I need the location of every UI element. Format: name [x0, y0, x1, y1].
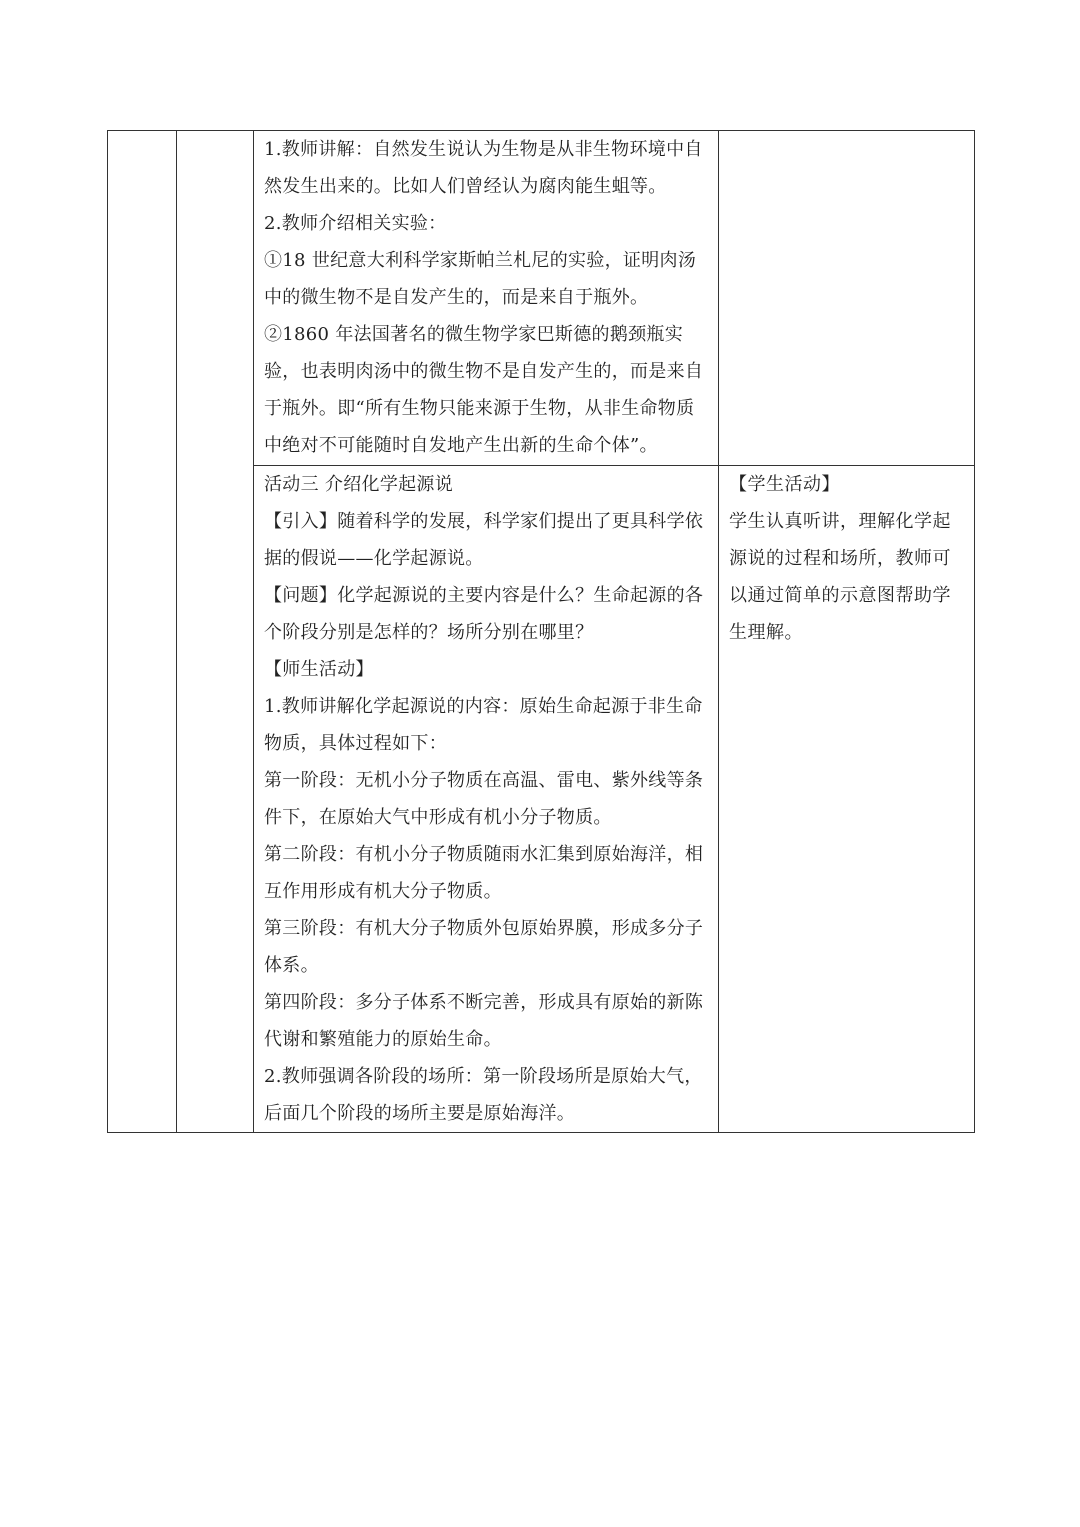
paragraph: 【引入】随着科学的发展，科学家们提出了更具科学依据的假说——化学起源说。	[264, 511, 704, 569]
section-heading: 【学生活动】	[729, 474, 840, 495]
paragraph: ②1860 年法国著名的微生物学家巴斯德的鹅颈瓶实验，也表明肉汤中的微生物不是自发产生的，而是来自于瓶外。即“所有生物只能来源于生物，从非生命物质中绝对不可能随时自发地产生出新的生命个体”。	[264, 324, 704, 456]
paragraph: 2.教师介绍相关实验：	[264, 213, 447, 234]
teacher-activity-cell	[254, 466, 719, 1133]
teacher-activity-cell	[254, 131, 719, 466]
empty-cell	[177, 131, 254, 1133]
paragraph: 2.教师强调各阶段的场所：第一阶段场所是原始大气，后面几个阶段的场所主要是原始海洋。	[264, 1066, 703, 1124]
paragraph: 第一阶段：无机小分子物质在高温、雷电、紫外线等条件下，在原始大气中形成有机小分子物质。	[264, 770, 704, 828]
lesson-plan-table	[107, 130, 975, 1133]
paragraph: 1.教师讲解化学起源说的内容：原始生命起源于非生命物质，具体过程如下：	[264, 696, 703, 754]
paragraph: 学生认真听讲，理解化学起源说的过程和场所，教师可以通过简单的示意图帮助学生理解。	[729, 511, 951, 643]
paragraph: 1.教师讲解：自然发生说认为生物是从非生物环境中自然发生出来的。比如人们曾经认为腐肉能生蛆等。	[264, 139, 703, 197]
paragraph: 第二阶段：有机小分子物质随雨水汇集到原始海洋，相互作用形成有机大分子物质。	[264, 844, 704, 902]
table-row	[108, 131, 975, 466]
paragraph: ①18 世纪意大利科学家斯帕兰札尼的实验，证明肉汤中的微生物不是自发产生的，而是来自于瓶外。	[264, 250, 697, 308]
student-activity-cell	[719, 466, 975, 1133]
student-activity-cell	[719, 131, 975, 466]
paragraph: 【问题】化学起源说的主要内容是什么？生命起源的各个阶段分别是怎样的？场所分别在哪里？	[264, 585, 704, 643]
empty-cell	[108, 131, 177, 1133]
section-heading: 【师生活动】	[264, 659, 374, 680]
paragraph: 第四阶段：多分子体系不断完善，形成具有原始的新陈代谢和繁殖能力的原始生命。	[264, 992, 704, 1050]
activity-title: 活动三 介绍化学起源说	[264, 474, 454, 495]
paragraph: 第三阶段：有机大分子物质外包原始界膜，形成多分子体系。	[264, 918, 704, 976]
